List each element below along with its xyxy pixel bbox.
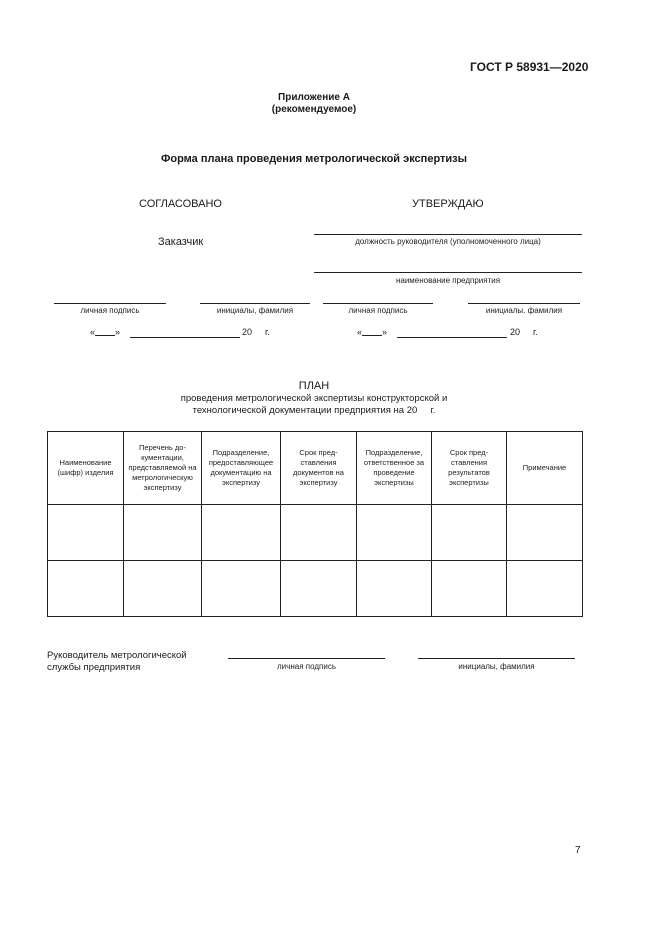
table-cell (432, 561, 507, 617)
appendix-subtitle: (рекомендуемое) (271, 104, 357, 115)
table-header-row (48, 432, 583, 505)
date-close-quote: » (115, 327, 121, 337)
column-header: Наименование (шифр) изделия (48, 432, 124, 505)
agreed-label: СОГЛАСОВАНО (139, 198, 222, 210)
table-cell (281, 561, 357, 617)
table-row (48, 561, 583, 617)
signature-caption-right: личная подпись (348, 306, 408, 315)
column-header: Перечень документации, представляемой на метрологическую экспертизу (124, 432, 202, 505)
table-cell (507, 561, 583, 617)
footer-initials-line (418, 658, 575, 659)
head-title-line2: службы предприятия (47, 662, 141, 673)
initials-line-right (468, 303, 580, 304)
year-suffix-right: г. (533, 327, 538, 337)
year-prefix-left: 20 (242, 327, 253, 337)
plan-title: ПЛАН (298, 380, 330, 392)
head-title-line1: Руководитель метрологической (47, 650, 187, 661)
plan-table (47, 431, 583, 617)
table-cell (507, 505, 583, 561)
initials-caption-right: инициалы. фамилия (485, 306, 563, 315)
date-open-quote: « (357, 327, 363, 337)
column-header: Подразделение, предоставляющее документацию на экспертизу (202, 432, 281, 505)
table-cell (357, 505, 432, 561)
column-header: Срок представления результатов экспертизы (432, 432, 507, 505)
plan-subtitle-1: проведения метрологической экспертизы конструкторской и (180, 393, 448, 404)
date-month-line-left (130, 337, 240, 338)
position-line (314, 234, 582, 235)
plan-subtitle-2: технологической документации предприятия на 20 г. (192, 405, 436, 416)
date-open-quote: « (90, 327, 96, 337)
footer-initials-caption: инициалы, фамилия (458, 662, 535, 671)
date-close-quote: » (382, 327, 388, 337)
year-prefix-right: 20 (510, 327, 521, 337)
table-cell (48, 505, 124, 561)
table-cell (124, 561, 202, 617)
table-row (48, 505, 583, 561)
year-suffix-left: г. (265, 327, 270, 337)
page-number: 7 (575, 845, 581, 856)
appendix-title: Приложение А (278, 92, 350, 103)
table-cell (202, 561, 281, 617)
form-title: Форма плана проведения метрологической экспертизы (160, 153, 468, 165)
table-cell (281, 505, 357, 561)
footer-signature-caption: личная подпись (277, 662, 336, 671)
signature-line-left (54, 303, 166, 304)
customer-label: Заказчик (158, 236, 204, 248)
date-month-line-right (397, 337, 507, 338)
table-cell (48, 561, 124, 617)
table-cell (124, 505, 202, 561)
footer-signature-line (228, 658, 385, 659)
signature-line-right (323, 303, 433, 304)
signature-caption-left: личная подпись (80, 306, 140, 315)
enterprise-caption: наименование предприятия (395, 276, 501, 285)
table-cell (357, 561, 432, 617)
enterprise-line (314, 272, 582, 273)
initials-caption-left: инициалы, фамилия (216, 306, 294, 315)
initials-line-left (200, 303, 310, 304)
date-left (90, 327, 120, 337)
column-header: Подразделение, ответственное за проведение экспертизы (357, 432, 432, 505)
approve-label: УТВЕРЖДАЮ (412, 198, 484, 210)
position-caption: должность руководителя (уполномоченного лица) (355, 237, 541, 246)
table-cell (202, 505, 281, 561)
date-right (357, 327, 387, 337)
column-header: Срок представления документов на экспертизу (281, 432, 357, 505)
standard-id: ГОСТ Р 58931—2020 (470, 60, 589, 74)
table-cell (432, 505, 507, 561)
column-header: Примечание (507, 432, 583, 505)
